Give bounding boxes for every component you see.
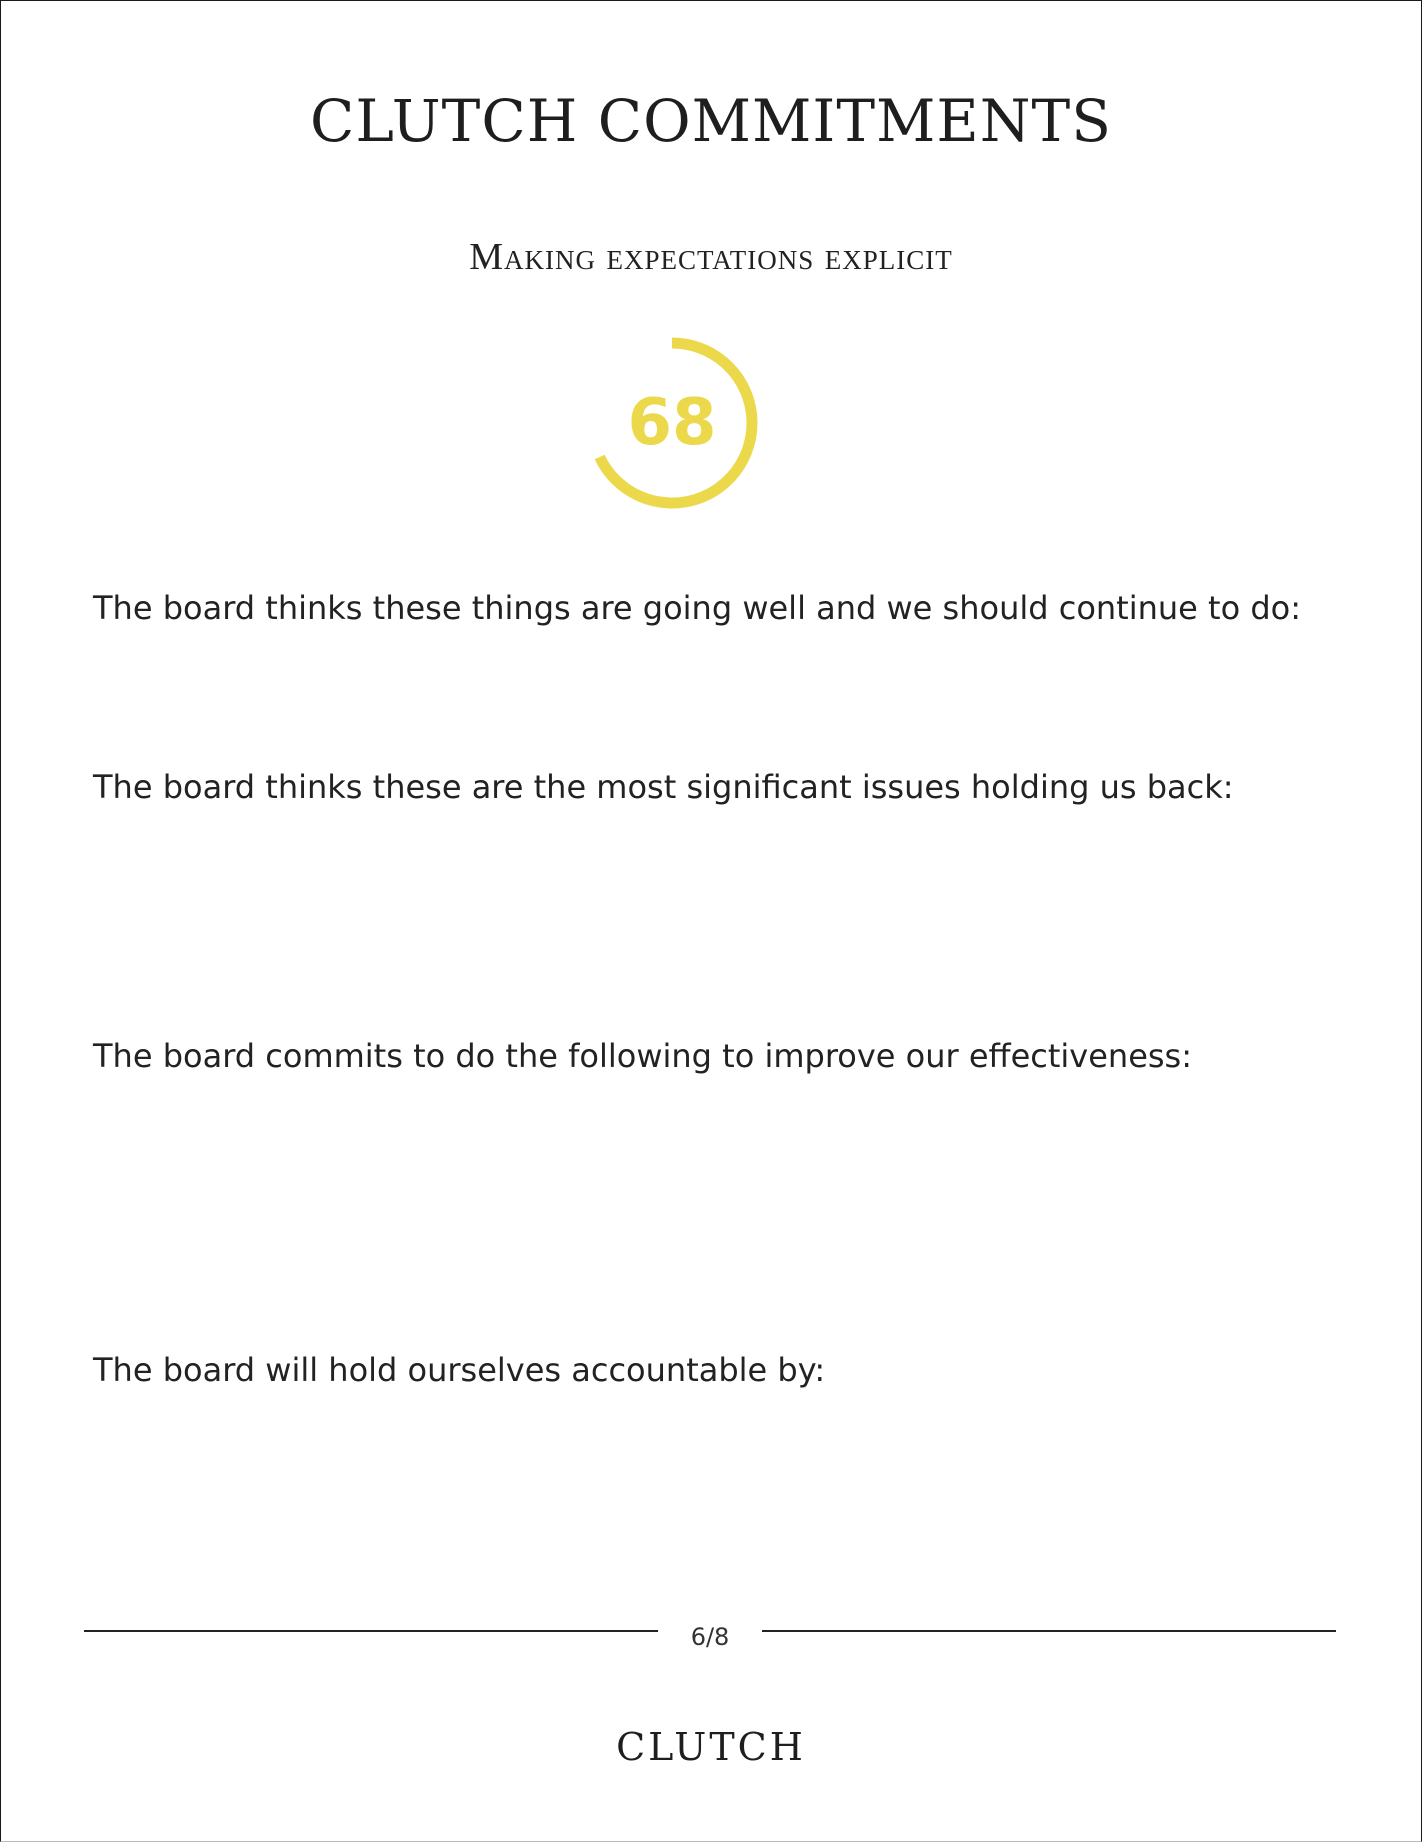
prompt-commitments: The board commits to do the following to improve our effectiveness: (93, 1037, 1192, 1075)
prompt-significant-issues: The board thinks these are the most significant issues holding us back: (93, 768, 1234, 806)
prompt-accountability: The board will hold ourselves accountable by: (93, 1351, 826, 1389)
footer-divider-left (84, 1630, 658, 1632)
page-number: 6/8 (690, 1623, 730, 1651)
footer-divider-right (762, 1630, 1336, 1632)
clutch-logo: CLUTCH (616, 1725, 806, 1769)
page-title: CLUTCH COMMITMENTS (310, 87, 1112, 155)
score-value: 68 (627, 386, 717, 460)
prompt-going-well: The board thinks these things are going well and we should continue to do: (93, 589, 1301, 627)
page-subtitle: Making expectations explicit (469, 236, 953, 278)
score-gauge (584, 335, 760, 511)
